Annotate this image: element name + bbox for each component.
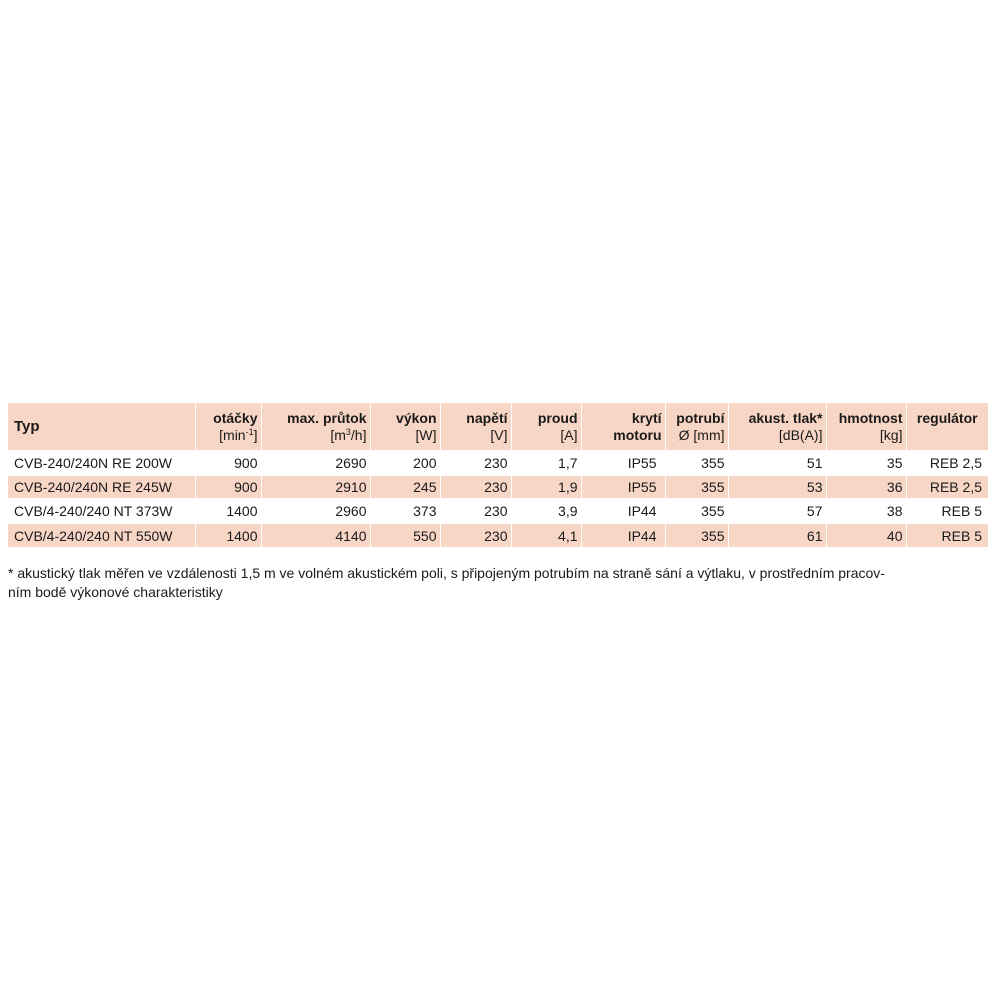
table-header-row <box>8 403 988 451</box>
cell-weight: 38 <box>826 499 906 523</box>
cell-flow: 2910 <box>261 475 370 499</box>
cell-weight: 36 <box>826 475 906 499</box>
cell-protection: IP44 <box>581 523 665 547</box>
cell-regulator: REB 2,5 <box>929 479 982 495</box>
cell-rpm: 1400 <box>195 523 261 547</box>
cell-weight: 40 <box>826 523 906 547</box>
cell-protection: IP55 <box>581 451 665 475</box>
header-voltage: napětí [V] <box>440 403 511 451</box>
cell-type: CVB-240/240N RE 200W <box>8 451 195 475</box>
cell-power: 200 <box>370 451 440 475</box>
cell-rpm: 900 <box>195 451 261 475</box>
cell-noise: 51 <box>728 451 826 475</box>
cell-voltage: 230 <box>440 451 511 475</box>
cell-type: CVB/4-240/240 NT 550W <box>8 523 195 547</box>
cell-regulator: REB 5 <box>941 503 982 519</box>
cell-protection: IP55 <box>581 475 665 499</box>
header-protection: krytí motoru <box>581 403 665 451</box>
cell-current: 1,9 <box>511 475 581 499</box>
header-duct: potrubí Ø [mm] <box>665 403 728 451</box>
cell-noise: 61 <box>728 523 826 547</box>
table-row <box>8 499 988 523</box>
cell-rpm: 900 <box>195 475 261 499</box>
cell-duct: 355 <box>665 451 728 475</box>
cell-flow: 2690 <box>261 451 370 475</box>
cell-voltage: 230 <box>440 475 511 499</box>
header-noise: akust. tlak* [dB(A)] <box>728 403 826 451</box>
cell-current: 3,9 <box>511 499 581 523</box>
cell-rpm: 1400 <box>195 499 261 523</box>
header-flow: max. průtok $[m^3/h]$ <box>261 403 370 451</box>
cell-type: CVB-240/240N RE 245W <box>8 475 195 499</box>
cell-duct: 355 <box>665 499 728 523</box>
cell-weight: 35 <box>826 451 906 475</box>
cell-protection: IP44 <box>581 499 665 523</box>
cell-power: 245 <box>370 475 440 499</box>
cell-current: 1,7 <box>511 451 581 475</box>
specification-table <box>8 403 988 547</box>
cell-regulator: REB 5 <box>941 527 982 544</box>
cell-noise: 53 <box>728 475 826 499</box>
cell-power: 373 <box>370 499 440 523</box>
cell-voltage: 230 <box>440 523 511 547</box>
header-type: Typ <box>8 403 195 451</box>
footnote <box>8 564 988 602</box>
footnote-line: * akustický tlak měřen ve vzdálenosti 1,5 m ve volném akustickém poli, s připojeným potrubím na straně sání a výtlaku, v prostředním pracov- <box>8 565 885 581</box>
cell-flow: 4140 <box>261 523 370 547</box>
header-power: výkon [W] <box>370 403 440 451</box>
header-current: proud [A] <box>511 403 581 451</box>
footnote-line: ním bodě výkonové charakteristiky <box>8 584 223 600</box>
cell-regulator: REB 2,5 <box>929 455 982 471</box>
cell-flow: 2960 <box>261 499 370 523</box>
cell-type: CVB/4-240/240 NT 373W <box>8 499 195 523</box>
cell-current: 4,1 <box>511 523 581 547</box>
header-weight: hmotnost [kg] <box>826 403 906 451</box>
cell-duct: 355 <box>665 523 728 547</box>
cell-duct: 355 <box>665 475 728 499</box>
cell-noise: 57 <box>728 499 826 523</box>
header-rpm: otáčky $[\min^{-1}]$ <box>195 403 261 451</box>
table-row <box>8 451 988 475</box>
table-row <box>8 523 988 547</box>
table-row <box>8 475 988 499</box>
header-regulator: regulátor <box>916 409 978 426</box>
cell-power: 550 <box>370 523 440 547</box>
cell-voltage: 230 <box>440 499 511 523</box>
